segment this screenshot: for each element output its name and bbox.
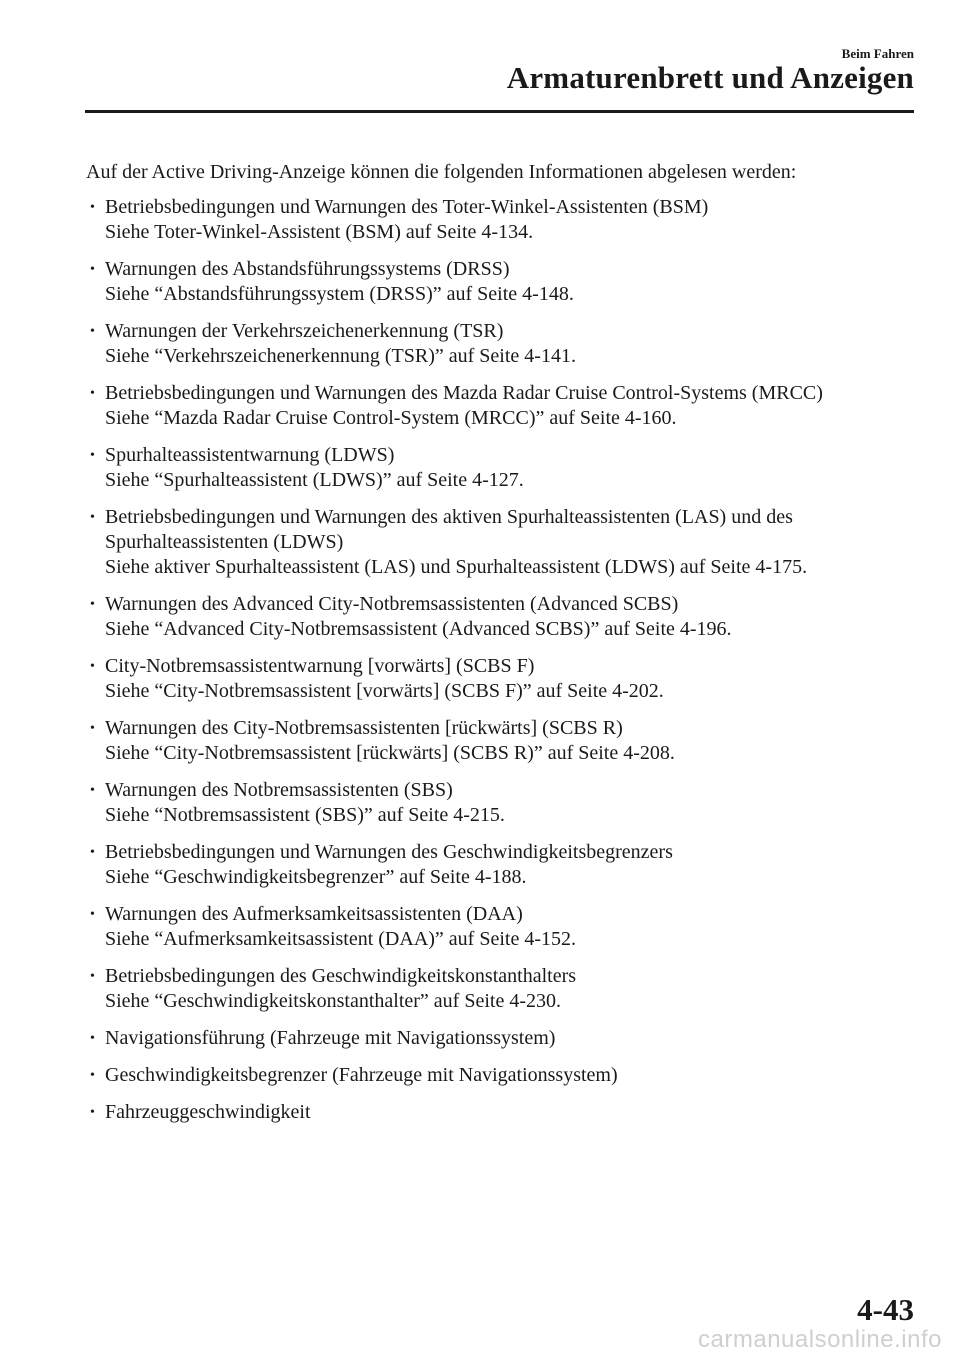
list-item	[86, 443, 916, 493]
list-item	[86, 716, 916, 766]
list-item	[86, 778, 916, 828]
list-item-text: Spurhalteassistentwarnung (LDWS)	[105, 444, 395, 466]
list-item-reference: Siehe Toter-Winkel-Assistent (BSM) auf Seite 4-134.	[105, 221, 534, 243]
list-item	[86, 840, 916, 890]
list-item-reference: Siehe “Notbremsassistent (SBS)” auf Seite 4-215.	[105, 804, 505, 826]
list-item	[86, 195, 916, 245]
list-item-text: Navigationsführung (Fahrzeuge mit Navigationssystem)	[105, 1027, 556, 1049]
list-item	[86, 257, 916, 307]
list-item	[86, 505, 916, 580]
bullet-icon: •	[90, 659, 95, 674]
bullet-icon: •	[90, 262, 95, 277]
list-item-text: Betriebsbedingungen und Warnungen des Mazda Radar Cruise Control-Systems (MRCC)	[105, 382, 823, 404]
header-divider	[85, 110, 914, 113]
list-item-text: Betriebsbedingungen und Warnungen des Toter-Winkel-Assistenten (BSM)	[105, 196, 709, 218]
section-label: Beim Fahren	[841, 46, 914, 61]
list-item-text: Betriebsbedingungen und Warnungen des aktiven Spurhalteassistenten (LAS) und des	[105, 506, 793, 528]
list-item-reference: Siehe “Mazda Radar Cruise Control-System (MRCC)” auf Seite 4-160.	[105, 407, 677, 429]
bullet-icon: •	[90, 1105, 95, 1120]
list-item-text: Warnungen des Aufmerksamkeitsassistenten (DAA)	[105, 903, 523, 925]
list-item	[86, 964, 916, 1014]
page-title: Armaturenbrett und Anzeigen	[506, 60, 914, 95]
bullet-icon: •	[90, 1068, 95, 1083]
list-item-reference: Siehe aktiver Spurhalteassistent (LAS) und Spurhalteassistent (LDWS) auf Seite 4-175.	[105, 556, 808, 578]
list-item-text: Betriebsbedingungen des Geschwindigkeitskonstanthalters	[105, 965, 577, 987]
list-item-reference: Siehe “Spurhalteassistent (LDWS)” auf Seite 4-127.	[105, 469, 524, 491]
list-item	[86, 654, 916, 704]
list-item	[86, 1026, 916, 1051]
list-item-text: Warnungen des Notbremsassistenten (SBS)	[105, 779, 453, 801]
list-item-reference: Siehe “Geschwindigkeitsbegrenzer” auf Seite 4-188.	[105, 866, 527, 888]
list-item-reference: Siehe “City-Notbremsassistent [rückwärts] (SCBS R)” auf Seite 4-208.	[105, 742, 675, 764]
intro-paragraph: Auf der Active Driving-Anzeige können die folgenden Informationen abgelesen werden:	[86, 161, 797, 183]
list-item	[86, 592, 916, 642]
bullet-icon: •	[90, 510, 95, 525]
list-item	[86, 902, 916, 952]
bullet-icon: •	[90, 324, 95, 339]
list-item	[86, 319, 916, 369]
list-item-text: Betriebsbedingungen und Warnungen des Geschwindigkeitsbegrenzers	[105, 841, 673, 863]
list-item-reference: Siehe “Verkehrszeichenerkennung (TSR)” auf Seite 4-141.	[105, 345, 576, 367]
list-item-text: Geschwindigkeitsbegrenzer (Fahrzeuge mit Navigationssystem)	[105, 1064, 618, 1086]
list-item-text: Fahrzeuggeschwindigkeit	[105, 1101, 311, 1123]
bullet-icon: •	[90, 200, 95, 215]
list-item-text: Warnungen des City-Notbremsassistenten [rückwärts] (SCBS R)	[105, 717, 623, 739]
bullet-icon: •	[90, 907, 95, 922]
bullet-icon: •	[90, 597, 95, 612]
bullet-icon: •	[90, 783, 95, 798]
watermark-text: carmanualsonline.info	[698, 1326, 942, 1353]
bullet-icon: •	[90, 448, 95, 463]
list-item	[86, 381, 916, 431]
list-item-reference: Siehe “Advanced City-Notbremsassistent (Advanced SCBS)” auf Seite 4-196.	[105, 618, 732, 640]
list-item-text: Warnungen des Abstandsführungssystems (DRSS)	[105, 258, 510, 280]
list-item-reference: Siehe “Geschwindigkeitskonstanthalter” auf Seite 4-230.	[105, 990, 561, 1012]
list-item-reference: Siehe “City-Notbremsassistent [vorwärts] (SCBS F)” auf Seite 4-202.	[105, 680, 664, 702]
info-list	[86, 195, 916, 1125]
list-item-text: Warnungen des Advanced City-Notbremsassistenten (Advanced SCBS)	[105, 593, 679, 615]
bullet-icon: •	[90, 721, 95, 736]
page-number: 4-43	[857, 1292, 914, 1327]
list-item-reference: Siehe “Aufmerksamkeitsassistent (DAA)” auf Seite 4-152.	[105, 928, 576, 950]
list-item-reference: Siehe “Abstandsführungssystem (DRSS)” auf Seite 4-148.	[105, 283, 574, 305]
bullet-icon: •	[90, 386, 95, 401]
list-item	[86, 1100, 916, 1125]
bullet-icon: •	[90, 1031, 95, 1046]
main-content	[86, 160, 916, 1137]
list-item-text: Warnungen der Verkehrszeichenerkennung (TSR)	[105, 320, 504, 342]
list-item-text: City-Notbremsassistentwarnung [vorwärts] (SCBS F)	[105, 655, 535, 677]
list-item	[86, 1063, 916, 1088]
list-item-reference: Spurhalteassistenten (LDWS)	[105, 531, 344, 553]
bullet-icon: •	[90, 969, 95, 984]
bullet-icon: •	[90, 845, 95, 860]
